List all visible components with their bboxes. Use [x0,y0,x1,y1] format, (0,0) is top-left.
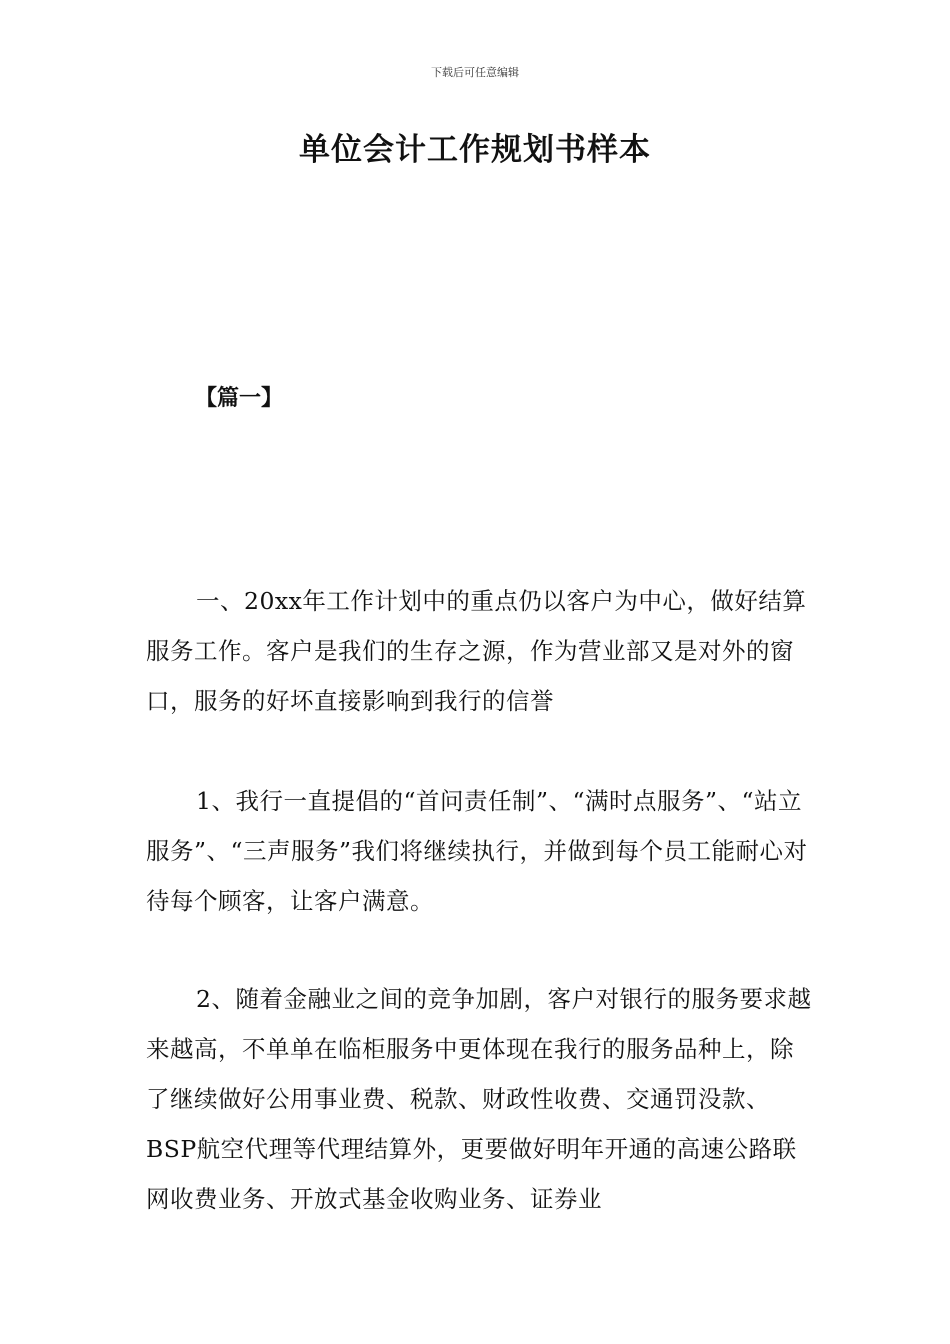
header-note: 下载后可任意编辑 [431,66,519,79]
paragraph-2: 1、我行一直提倡的“首问责任制”、“满时点服务”、“站立服务”、“三声服务”我们将继续执行，并做到每个员工能耐心对待每个顾客，让客户满意。 [146,787,808,915]
document-title: 单位会计工作规划书样本 [299,132,651,168]
paragraph-1: 一、20xx年工作计划中的重点仍以客户为中心，做好结算服务工作。客户是我们的生存之源，作为营业部又是对外的窗口，服务的好坏直接影响到我行的信誉 [146,587,807,715]
paragraph-3: 2、随着金融业之间的竞争加剧，客户对银行的服务要求越来越高，不单单在临柜服务中更体现在我行的服务品种上，除了继续做好公用事业费、税款、财政性收费、交通罚没款、BSP航空代理等代理结算外，更要做好明年开通的高速公路联网收费业务、开放式基金收购业务、证券业 [146,985,812,1213]
section-label: 【篇一】 [195,386,284,411]
